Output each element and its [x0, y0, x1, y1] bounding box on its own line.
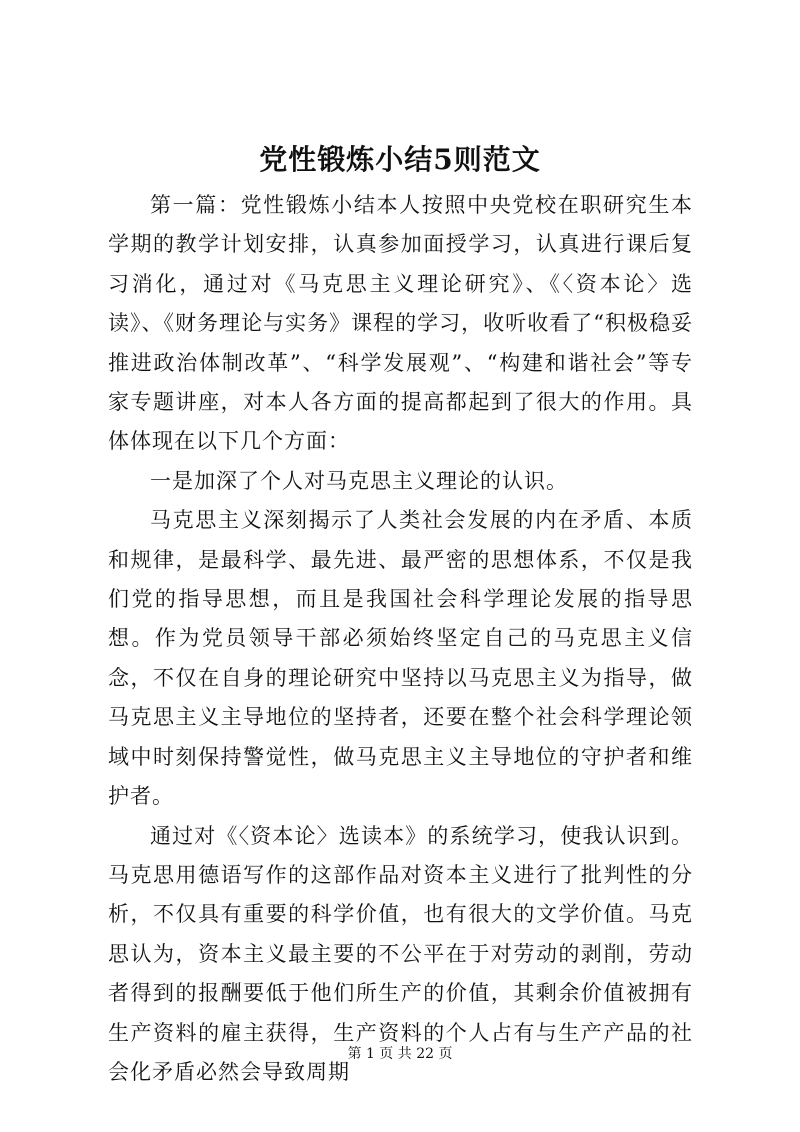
paragraph-point-one: 一是加深了个人对马克思主义理论的认识。 — [150, 468, 568, 493]
paragraph-capital: 通过对《〈资本论〉选读本》的系统学习，使我认识到。马克思用德语写作的这部作品对资本主义进行了批判性的分析，不仅具有重要的科学价值，也有很大的文学价值。马克思认为，资本主义最主要的不公平在于对劳动的剥削，劳动者得到的报酬要低于他们所生产的价值，其剩余价值被拥有生产资料的雇主获得，生产资料的个人占有与生产产品的社会化矛盾必然会导致周期 — [108, 823, 693, 1084]
paragraph-marxism: 马克思主义深刻揭示了人类社会发展的内在矛盾、本质和规律，是最科学、最先进、最严密的思想体系，不仅是我们党的指导思想，而且是我国社会科学理论发展的指导思想。作为党员领导干部必须始终坚定自己的马克思主义信念，不仅在自身的理论研究中坚持以马克思主义为指导，做马克思主义主导地位的坚持者，还要在整个社会科学理论领域中时刻保持警觉性，做马克思主义主导地位的守护者和维护者。 — [108, 508, 693, 809]
page-number-footer: 第 1 页 共 22 页 — [347, 1046, 453, 1062]
document-title: 党性锻炼小结5则范文 — [259, 143, 541, 176]
document-body — [108, 186, 693, 1092]
paragraph-intro: 第一篇：党性锻炼小结本人按照中央党校在职研究生本学期的教学计划安排，认真参加面授学习，认真进行课后复习消化，通过对《马克思主义理论研究》、《〈资本论〉选读》、《财务理论与实务》课程的学习，收听收看了“积极稳妥推进政治体制改革”、“科学发展观”、“构建和谐社会”等专家专题讲座，对本人各方面的提高都起到了很大的作用。具体体现在以下几个方面： — [108, 193, 693, 454]
